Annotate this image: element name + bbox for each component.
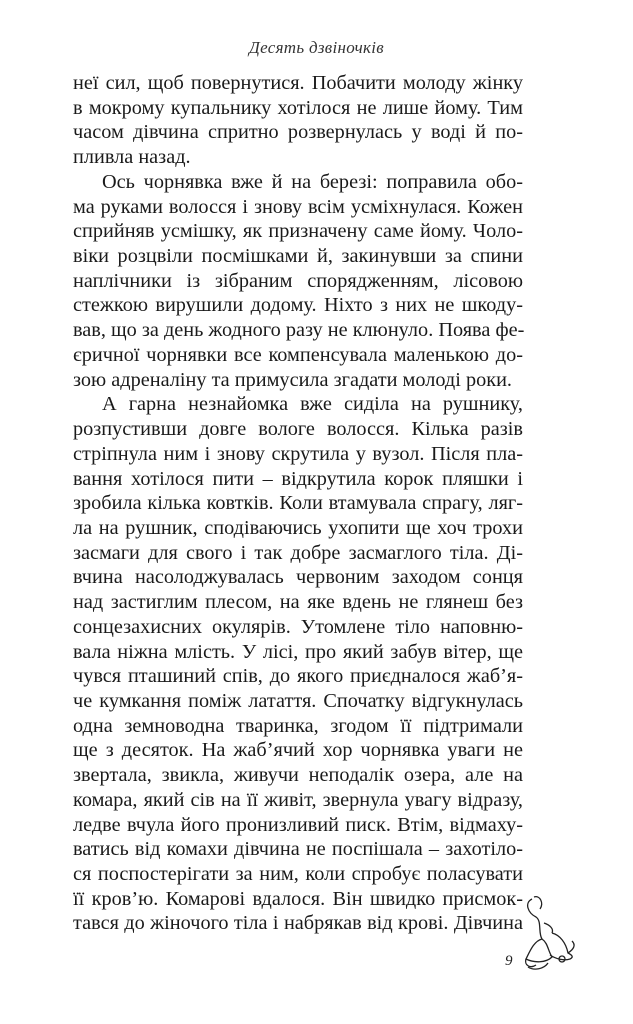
running-title: Десять дзвіночків (249, 38, 384, 57)
text-line: її кров’ю. Комарові вдалося. Він швидко присмок- (73, 887, 523, 910)
text-line: чувся пташиний спів, до якого приєдналося жаб’я- (73, 665, 523, 688)
text-line: ла на рушник, сподіваючись ухопити ще хоч трохи (73, 516, 523, 539)
text-line: вав, що за день жодного разу не клюнуло. Поява фе- (73, 319, 525, 342)
text-line: стріпнула ним і знову скрутила у вузол. Після пла- (73, 442, 523, 465)
text-line: ся поспостерігати за ним, коли спробує поласувати (73, 863, 523, 885)
paragraph (73, 71, 523, 170)
text-line: ма руками волосся і знову всім усміхнулася. Кожен (73, 195, 523, 218)
bells-ornament-icon (520, 893, 580, 973)
text-line: розпустивши довге вологе волосся. Кілька разів (73, 418, 523, 441)
text-line: єричної чорнявки все компенсувала маленькою до- (73, 343, 523, 366)
text-line: вання хотілося пити – відкрутила корок пляшки і (73, 467, 523, 490)
text-line: засмаги для свого і так добре засмаглого тіла. Ді- (73, 541, 523, 564)
text-line: звертала, звикла, живучи неподалік озера, але на (73, 764, 523, 787)
text-line: че кумкання поміж латаття. Спочатку відгукнулась (73, 689, 523, 712)
text-line: ватись від комахи дівчина не поспішала – захотіло- (73, 838, 523, 861)
text-line: віки розцвіли посмішками й, закинувши за спини (73, 245, 523, 268)
text-line: зою адреналіну та примусила згадати молоді роки. (73, 368, 513, 391)
text-line: зробила кілька ковтків. Коли втамувала спрагу, ляг- (73, 492, 523, 515)
text-line: А гарна незнайомка вже сиділа на рушнику, (102, 393, 523, 416)
text-line: часом дівчина спритно розвернулась у воді й по- (73, 121, 523, 144)
text-line: над застиглим плесом, на яке вдень не глянеш без (73, 591, 523, 614)
paragraph (73, 392, 523, 936)
body-text (73, 71, 523, 936)
text-line: Ось чорнявка вже й на березі: поправила обо- (102, 170, 523, 193)
text-line: неї сил, щоб повернутися. Побачити молоду жінку (73, 72, 523, 94)
text-line: наплічники із зібраним спорядженням, лісовою (73, 269, 523, 292)
paragraph (73, 170, 523, 392)
text-line: ще з десяток. На жаб’ячий хор чорнявка уваги не (73, 739, 523, 762)
text-line: сонцезахисних окулярів. Утомлене тіло наповню- (73, 615, 523, 638)
text-line: сприйняв усмішку, як призначену саме йому. Чоло- (73, 220, 523, 243)
text-line: ледве вчула його пронизливий писк. Втім, відмаху- (73, 813, 523, 836)
text-line: вчина насолоджувалась червоним заходом сонця (73, 566, 523, 589)
text-line: пливла назад. (73, 146, 191, 169)
text-line: комара, який сів на її живіт, звернула увагу відразу, (73, 788, 523, 811)
text-line: стежкою вирушили додому. Ніхто з них не шкоду- (73, 294, 523, 317)
text-line: одна земноводна тваринка, згодом її підтримали (73, 714, 523, 737)
page-number: 9 (505, 953, 513, 969)
text-line: вала ніжна млість. У лісі, про який забув вітер, ще (73, 640, 523, 663)
text-line: в мокрому купальнику хотілося не лише йому. Тим (73, 96, 523, 119)
text-line: тався до жіночого тіла і набрякав від крові. Дівчина (73, 912, 523, 935)
